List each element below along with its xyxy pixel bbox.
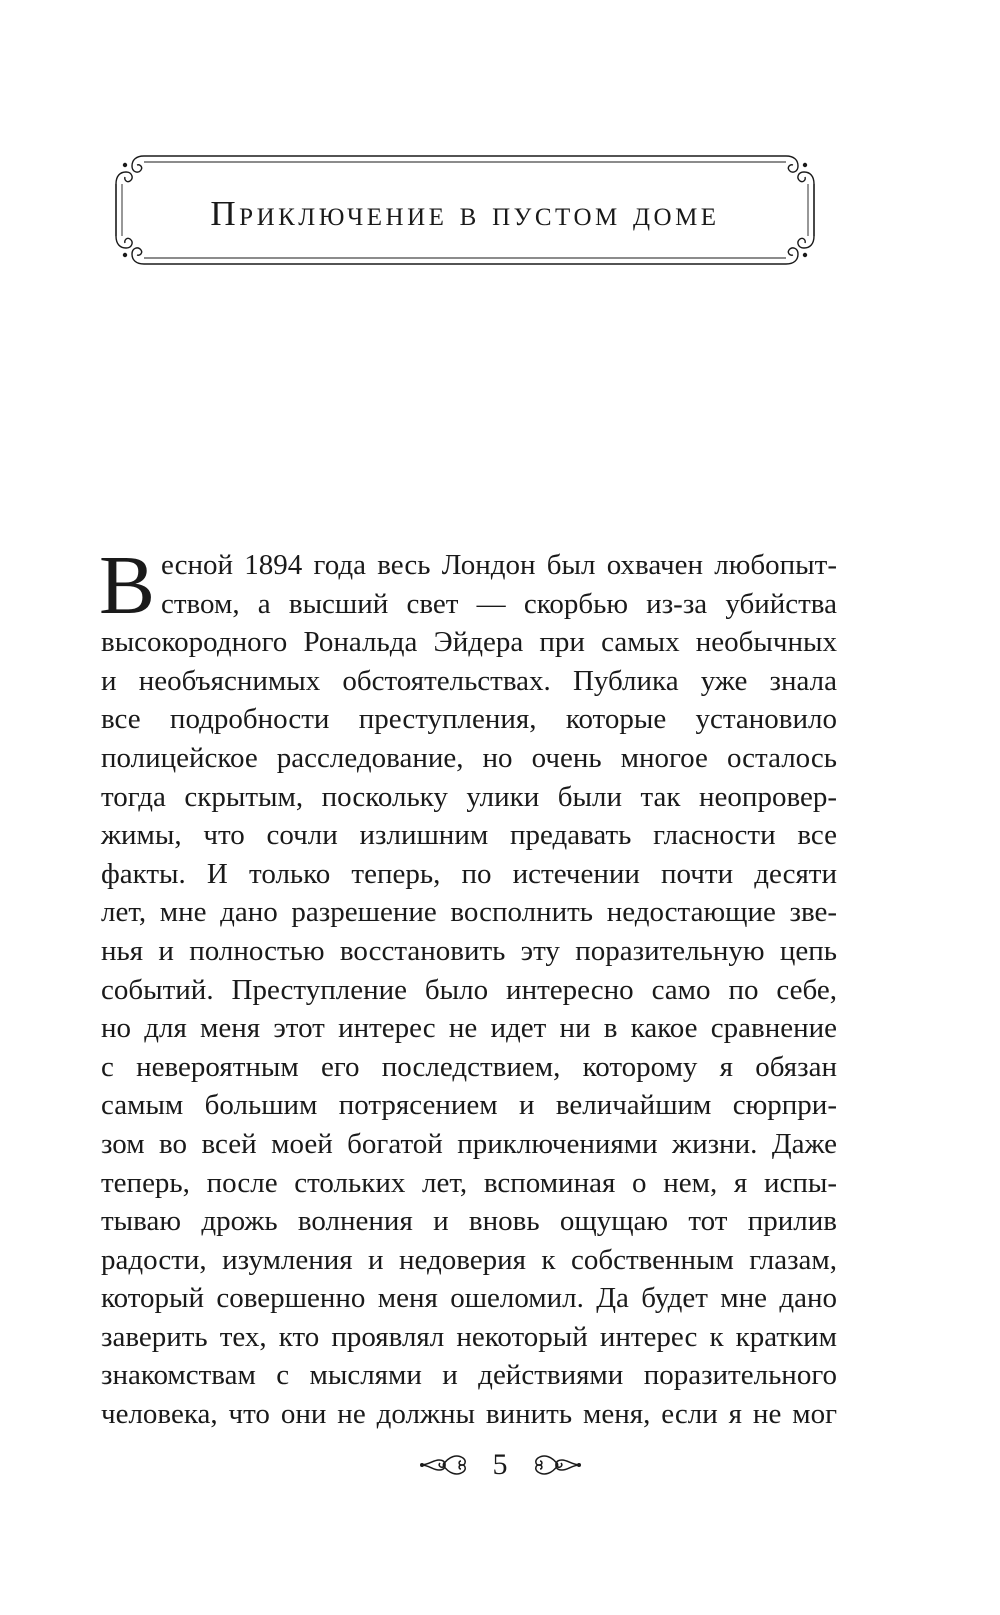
text-line: теперь, после стольких лет, вспоминая о нем, я испы- bbox=[101, 1166, 837, 1199]
text-line: с невероятным его последствием, которому я обязан bbox=[101, 1050, 837, 1083]
text-line: тываю дрожь волнения и вновь ощущаю тот прилив bbox=[101, 1205, 837, 1238]
drop-cap: В bbox=[99, 539, 156, 632]
text-line: заверить тех, кто проявлял некоторый интерес к кратким bbox=[101, 1320, 837, 1353]
text-line: но для меня этот интерес не идет ни в какое сравнение bbox=[101, 1012, 837, 1045]
chapter-title-frame bbox=[110, 150, 820, 270]
body-text bbox=[99, 539, 837, 1434]
text-line: все подробности преступления, которые установило bbox=[101, 703, 837, 736]
text-line: знакомствам с мыслями и действиями поразительного bbox=[101, 1359, 837, 1392]
text-line: лет, мне дано разрешение восполнить недостающие зве- bbox=[101, 896, 837, 929]
text-line: полицейское расследование, но очень многое осталось bbox=[101, 741, 837, 774]
text-line: который совершенно меня ошеломил. Да будет мне дано bbox=[101, 1282, 837, 1315]
line-text: есной 1894 года весь Лондон был охвачен любопыт- bbox=[161, 549, 837, 581]
text-line: событий. Преступление было интересно само по себе, bbox=[101, 973, 837, 1006]
text-line: высокородного Рональда Эйдера при самых необычных bbox=[101, 626, 837, 659]
text-line: тогда скрытым, поскольку улики были так неопровер- bbox=[101, 780, 837, 813]
text-line: нья и полностью восстановить эту поразительную цепь bbox=[101, 934, 837, 967]
text-line: самым большим потрясением и величайшим сюрпри- bbox=[101, 1089, 837, 1122]
text-line: человека, что они не должны винить меня, если я не мог bbox=[101, 1398, 837, 1431]
text-line: радости, изумления и недоверия к собственным глазам, bbox=[101, 1243, 837, 1276]
ornament-flourish-right-icon bbox=[532, 1448, 582, 1482]
text-line: зом во всей моей богатой приключениями жизни. Даже bbox=[101, 1127, 837, 1160]
page-footer bbox=[0, 1448, 1000, 1488]
text-line: жимы, что сочли излишним предавать гласности все bbox=[101, 819, 837, 852]
page-number: 5 bbox=[492, 1448, 508, 1481]
text-line: и необъяснимых обстоятельствах. Публика уже знала bbox=[101, 664, 837, 697]
ornament-flourish-left-icon bbox=[419, 1448, 469, 1482]
chapter-title: Приключение в пустом доме bbox=[210, 194, 720, 233]
text-line: ством, а высший свет — скорбью из-за убийства bbox=[161, 587, 837, 620]
text-line: факты. И только теперь, по истечении почти десяти bbox=[101, 857, 837, 890]
